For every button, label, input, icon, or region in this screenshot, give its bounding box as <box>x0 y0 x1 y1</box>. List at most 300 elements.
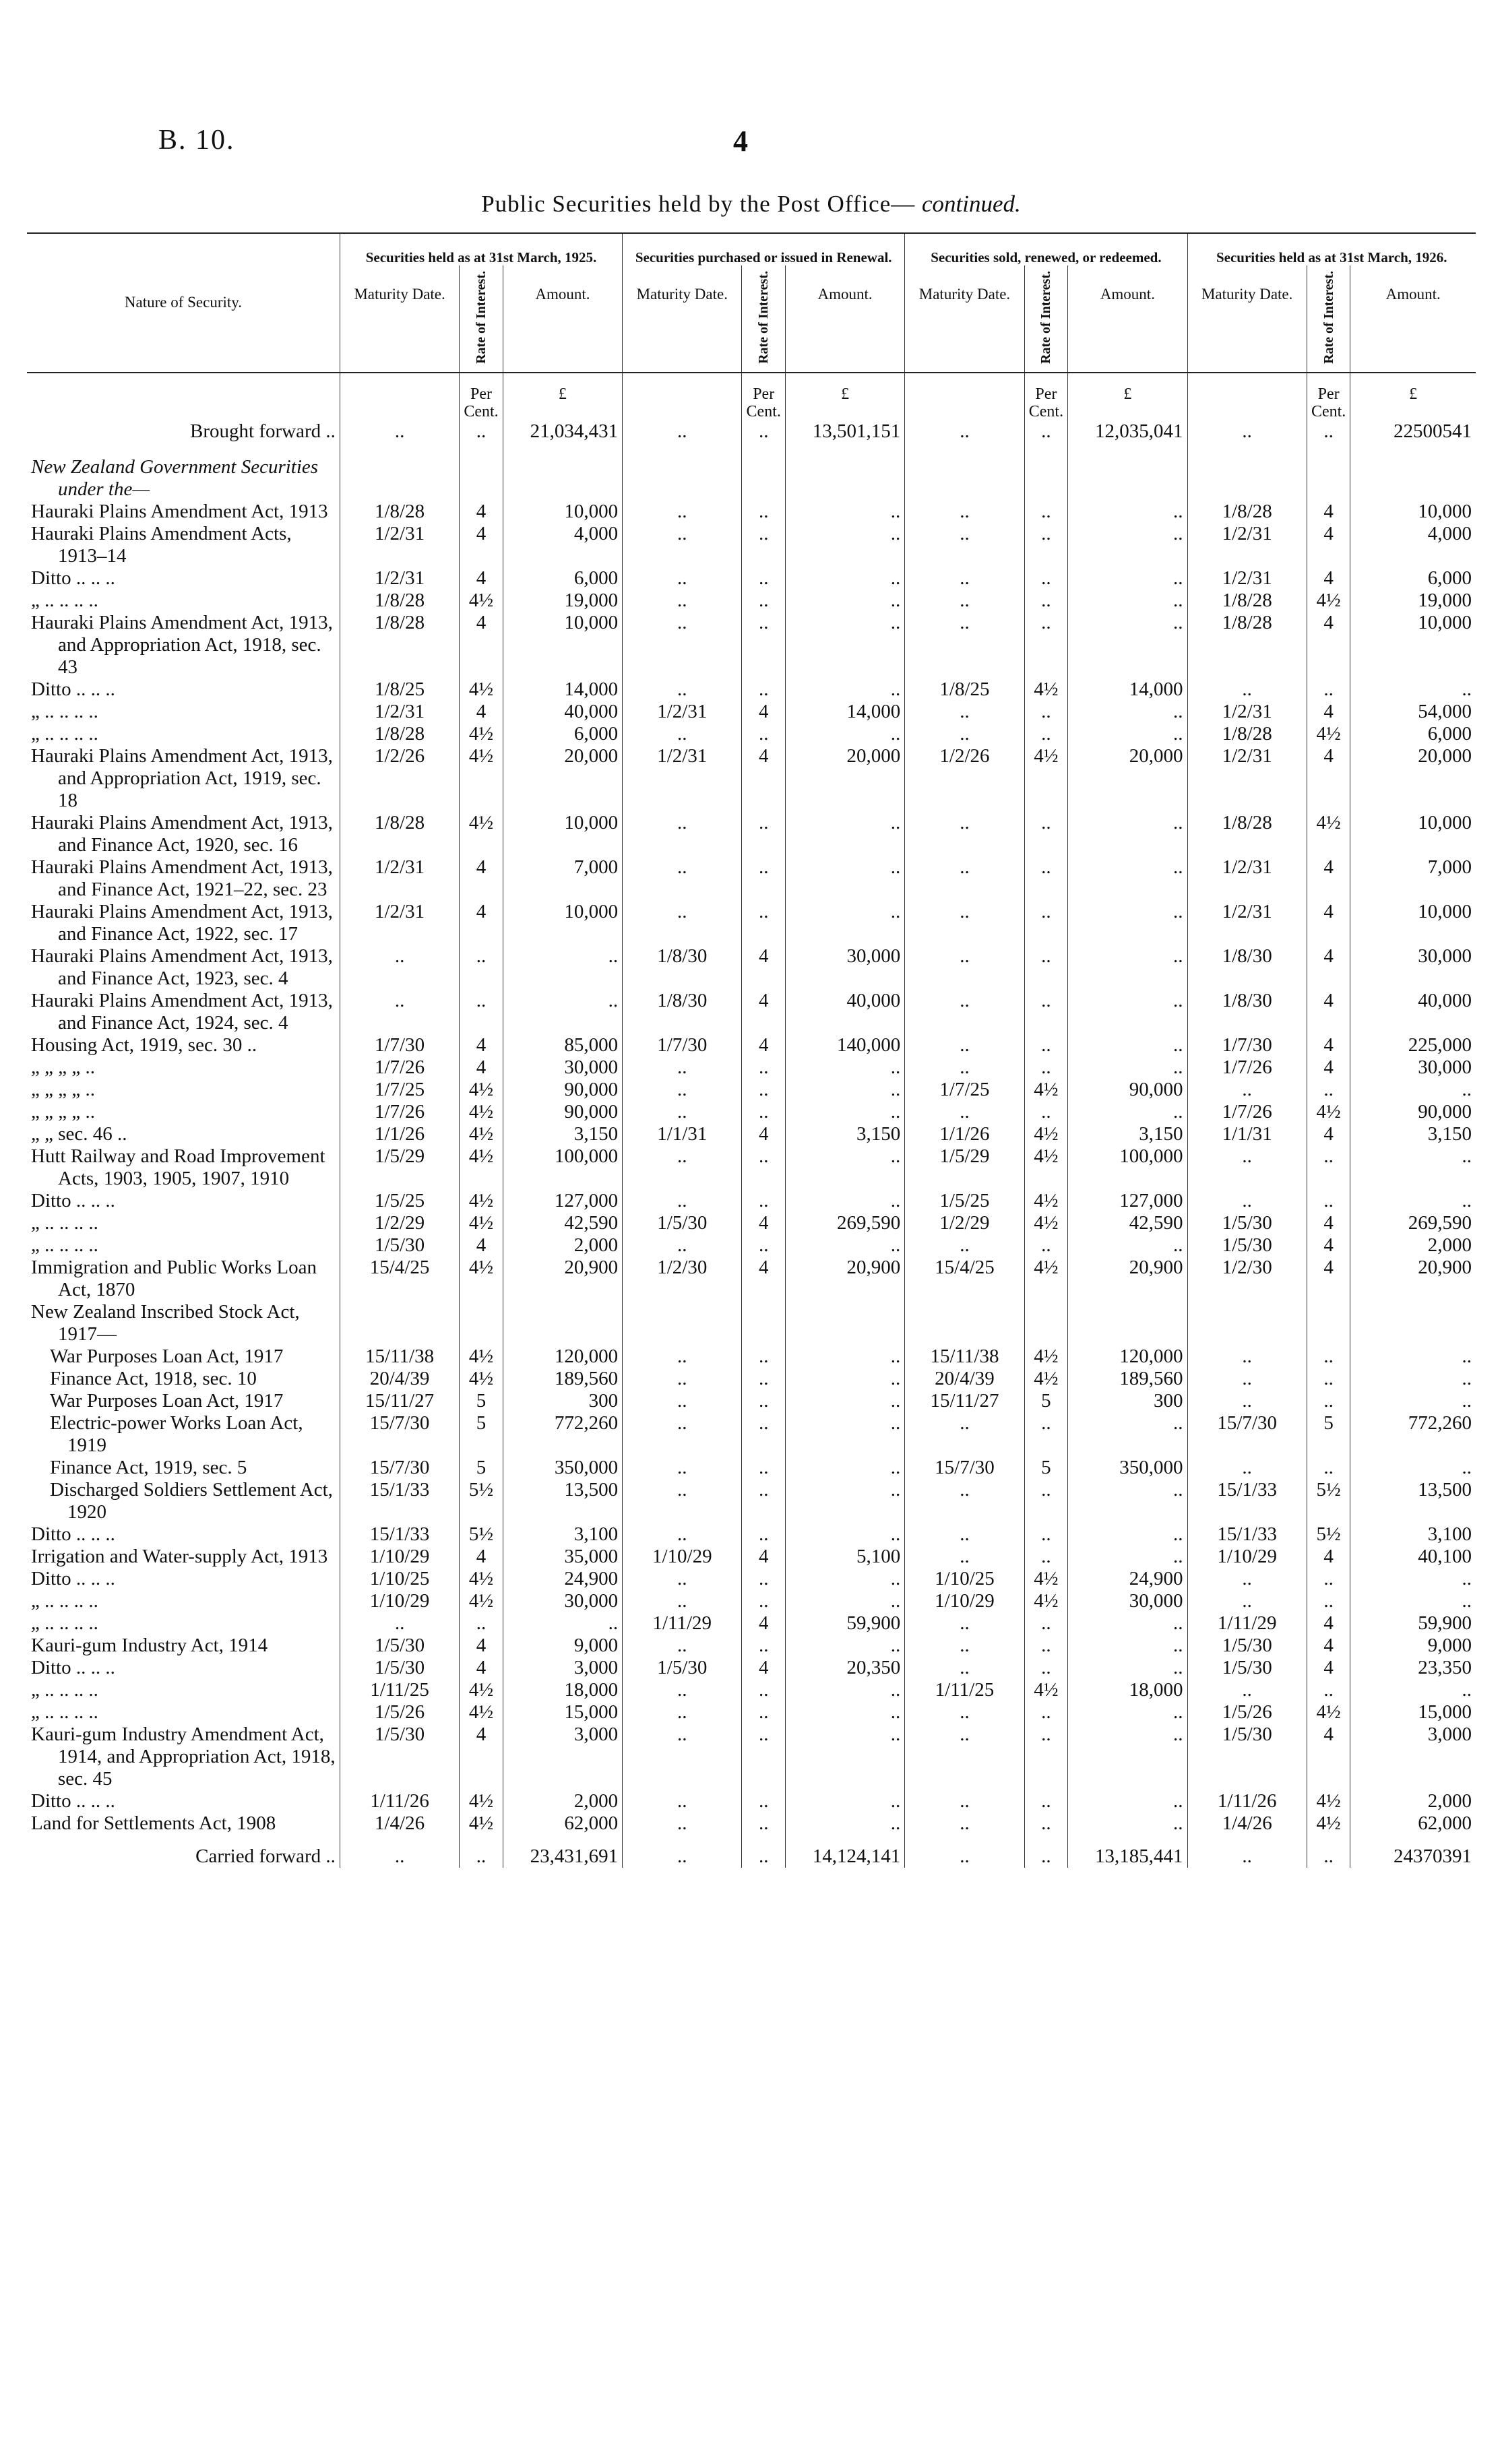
security-name: Hauraki Plains Amendment Act, 1913, and Appropriation Act, 1918, sec. 43 <box>27 612 340 678</box>
cell: .. <box>623 1145 742 1190</box>
cell: 1/5/25 <box>905 1190 1024 1212</box>
cell: 20/4/39 <box>905 1368 1024 1390</box>
rate-header: Rate of Interest. <box>742 265 785 373</box>
table-row <box>27 1034 1476 1056</box>
cell: 42,590 <box>1068 1212 1187 1234</box>
cell: .. <box>905 1479 1024 1523</box>
cell: 300 <box>1068 1390 1187 1412</box>
cell: 350,000 <box>503 1457 622 1479</box>
cell: 1/2/29 <box>340 1212 459 1234</box>
cell: 59,900 <box>785 1612 904 1635</box>
cell: .. <box>905 567 1024 590</box>
cell: 30,000 <box>1068 1590 1187 1612</box>
cell: 15/7/30 <box>905 1457 1024 1479</box>
cell: 120,000 <box>1068 1346 1187 1368</box>
cell <box>742 1301 785 1346</box>
cell: .. <box>1307 1679 1350 1701</box>
table-row <box>27 1212 1476 1234</box>
cell: 4½ <box>1024 1212 1067 1234</box>
cell: 5 <box>460 1412 503 1457</box>
cell: .. <box>503 1612 622 1635</box>
cell: 24,900 <box>1068 1568 1187 1590</box>
cell: 4 <box>742 745 785 812</box>
cell: 4½ <box>460 1346 503 1368</box>
cell: .. <box>1187 1457 1307 1479</box>
cell: .. <box>785 723 904 745</box>
table-row <box>27 723 1476 745</box>
cell: 20,000 <box>503 745 622 812</box>
cell: 1/5/30 <box>340 1657 459 1679</box>
cell: .. <box>1307 1568 1350 1590</box>
per-cent-label: Per Cent. <box>1024 373 1067 420</box>
cell: 1/8/28 <box>340 723 459 745</box>
cell: 5½ <box>460 1479 503 1523</box>
cell: .. <box>1068 1812 1187 1835</box>
cell: 1/8/25 <box>905 678 1024 701</box>
security-name: „ .. .. .. .. <box>27 1679 340 1701</box>
cell: .. <box>1024 1612 1067 1635</box>
cell: 4 <box>742 1034 785 1056</box>
table-row <box>27 1701 1476 1724</box>
cell: 4 <box>460 701 503 723</box>
cell: .. <box>905 1701 1024 1724</box>
maturity-header: Maturity Date. <box>340 265 459 373</box>
cell: 1/2/29 <box>905 1212 1024 1234</box>
cell: .. <box>742 1145 785 1190</box>
cell: .. <box>785 1523 904 1546</box>
cell: .. <box>460 420 503 456</box>
table-row <box>27 812 1476 856</box>
cell: .. <box>460 945 503 990</box>
cell: .. <box>1068 590 1187 612</box>
cell: 10,000 <box>503 812 622 856</box>
cell: .. <box>623 1835 742 1868</box>
cell: 1/7/25 <box>905 1079 1024 1101</box>
security-name: Finance Act, 1919, sec. 5 <box>27 1457 340 1479</box>
table-row <box>27 701 1476 723</box>
cell: 14,124,141 <box>785 1835 904 1868</box>
cell: 15,000 <box>503 1701 622 1724</box>
cell: .. <box>1024 612 1067 678</box>
cell: 20,900 <box>785 1257 904 1301</box>
cell: .. <box>785 1079 904 1101</box>
security-name: War Purposes Loan Act, 1917 <box>27 1346 340 1368</box>
cell: .. <box>623 1346 742 1368</box>
cell: 4 <box>1307 1056 1350 1079</box>
cell: 4½ <box>460 1079 503 1101</box>
cell: 5,100 <box>785 1546 904 1568</box>
table-row <box>27 1568 1476 1590</box>
cell: 1/2/31 <box>623 745 742 812</box>
table-row <box>27 1368 1476 1390</box>
table-row <box>27 1079 1476 1101</box>
cell: .. <box>785 590 904 612</box>
cell: 4½ <box>460 1257 503 1301</box>
cell: 6,000 <box>503 567 622 590</box>
table-row <box>27 1657 1476 1679</box>
cell: 1/5/30 <box>1187 1657 1307 1679</box>
security-name: Hauraki Plains Amendment Act, 1913 <box>27 501 340 523</box>
cell: .. <box>1068 812 1187 856</box>
cell: 350,000 <box>1068 1457 1187 1479</box>
table-row <box>27 501 1476 523</box>
cell: 15/1/33 <box>1187 1479 1307 1523</box>
cell: 4 <box>742 1657 785 1679</box>
subheading-row <box>27 456 1476 501</box>
cell: 1/1/26 <box>340 1123 459 1145</box>
cell: 15/4/25 <box>340 1257 459 1301</box>
per-cent-label: Per Cent. <box>460 373 503 420</box>
cell: .. <box>1187 1679 1307 1701</box>
table-row <box>27 1457 1476 1479</box>
security-name: Hauraki Plains Amendment Acts, 1913–14 <box>27 523 340 567</box>
cell: 4½ <box>460 812 503 856</box>
table-row <box>27 1101 1476 1123</box>
cell: .. <box>905 1812 1024 1835</box>
cell: 1/5/29 <box>905 1145 1024 1190</box>
cell <box>340 1301 459 1346</box>
cell: 4 <box>460 1034 503 1056</box>
cell: 4 <box>460 567 503 590</box>
cell: 1/11/29 <box>1187 1612 1307 1635</box>
table-row <box>27 1546 1476 1568</box>
subheading: New Zealand Government Securities under the— <box>27 456 340 501</box>
cell: .. <box>1187 1368 1307 1390</box>
cell: .. <box>742 1190 785 1212</box>
cell <box>1307 1301 1350 1346</box>
table-row <box>27 1635 1476 1657</box>
table-row <box>27 612 1476 678</box>
cell: 140,000 <box>785 1034 904 1056</box>
cell: .. <box>785 612 904 678</box>
cell: .. <box>905 1657 1024 1679</box>
cell <box>460 1301 503 1346</box>
cell: .. <box>1068 1523 1187 1546</box>
cell: .. <box>1068 1234 1187 1257</box>
cell: 19,000 <box>1418 589 1472 611</box>
cell: .. <box>785 1635 904 1657</box>
cell: 269,590 <box>785 1212 904 1234</box>
cell: .. <box>905 901 1024 945</box>
cell: 1/8/25 <box>340 678 459 701</box>
cell: .. <box>1068 1546 1187 1568</box>
cell: .. <box>742 612 785 678</box>
cell: .. <box>785 1346 904 1368</box>
cell: 15/11/27 <box>340 1390 459 1412</box>
table-row <box>27 590 1476 612</box>
cell: .. <box>742 723 785 745</box>
cell: 23,431,691 <box>503 1835 622 1868</box>
cell: 1/2/30 <box>1187 1257 1307 1301</box>
cell: 15/11/27 <box>905 1390 1024 1412</box>
cell: 4½ <box>1024 1079 1067 1101</box>
cell: 4½ <box>1024 1368 1067 1390</box>
cell: .. <box>1462 1345 1472 1367</box>
cell: 5½ <box>1307 1523 1350 1546</box>
cell: 35,000 <box>503 1546 622 1568</box>
cell: .. <box>1068 1479 1187 1523</box>
cell: .. <box>1068 856 1187 901</box>
cell: 4½ <box>460 723 503 745</box>
cell: 4 <box>742 990 785 1034</box>
cell: .. <box>905 1724 1024 1790</box>
page-title: Public Securities held by the Post Office— continued. <box>481 191 1021 217</box>
cell: 15/11/38 <box>905 1346 1024 1368</box>
cell: 1/4/26 <box>340 1812 459 1835</box>
cell: .. <box>1068 1034 1187 1056</box>
cell: 127,000 <box>1068 1190 1187 1212</box>
cell: 772,260 <box>1408 1412 1472 1434</box>
carried-forward-label: Carried forward .. <box>27 1835 340 1868</box>
security-name: Ditto .. .. .. <box>27 1657 340 1679</box>
cell: .. <box>1307 1079 1350 1101</box>
cell: 20/4/39 <box>340 1368 459 1390</box>
cell: 269,590 <box>1408 1211 1472 1234</box>
cell: 4½ <box>460 1368 503 1390</box>
cell: .. <box>785 1724 904 1790</box>
cell: 189,560 <box>1068 1368 1187 1390</box>
security-name: „ .. .. .. .. <box>27 590 340 612</box>
security-name: „ „ „ „ .. <box>27 1056 340 1079</box>
cell: .. <box>1024 523 1067 567</box>
cell: .. <box>1024 1812 1067 1835</box>
security-name: Ditto .. .. .. <box>27 1190 340 1212</box>
cell: .. <box>742 1479 785 1523</box>
cell: .. <box>1187 678 1307 701</box>
cell: .. <box>785 1145 904 1190</box>
cell: 4½ <box>1024 1190 1067 1212</box>
cell: .. <box>1024 1657 1067 1679</box>
cell: 23,350 <box>1418 1656 1472 1678</box>
cell: 1/11/26 <box>340 1790 459 1812</box>
cell: 772,260 <box>503 1412 622 1457</box>
cell: .. <box>905 1234 1024 1257</box>
table-row <box>27 1234 1476 1257</box>
rate-header: Rate of Interest. <box>460 265 503 373</box>
cell: .. <box>1187 1190 1307 1212</box>
cell: .. <box>340 945 459 990</box>
cell: 1/7/26 <box>1187 1056 1307 1079</box>
cell: 4½ <box>1307 723 1350 745</box>
cell: 15/1/33 <box>1187 1523 1307 1546</box>
cell: 1/5/30 <box>340 1234 459 1257</box>
cell: 4½ <box>460 745 503 812</box>
cell: 4½ <box>460 1790 503 1812</box>
cell: 40,100 <box>1418 1545 1472 1567</box>
cell: 20,900 <box>1418 1256 1472 1278</box>
brought-forward-row <box>27 420 1476 456</box>
cell: .. <box>1024 1701 1067 1724</box>
cell: 1/11/25 <box>905 1679 1024 1701</box>
cell: 4 <box>742 1257 785 1301</box>
cell: 1/7/25 <box>340 1079 459 1101</box>
cell: 4½ <box>1024 1257 1067 1301</box>
cell: .. <box>742 678 785 701</box>
amount-header: Amount. <box>1350 265 1476 373</box>
pound-label: £ <box>1068 373 1187 420</box>
cell: 5½ <box>460 1523 503 1546</box>
security-name: Hutt Railway and Road Improvement Acts, 1903, 1905, 1907, 1910 <box>27 1145 340 1190</box>
cell: .. <box>1068 1701 1187 1724</box>
table-row <box>27 1612 1476 1635</box>
cell: .. <box>905 990 1024 1034</box>
cell: 12,035,041 <box>1068 420 1187 456</box>
cell: .. <box>905 1412 1024 1457</box>
cell: 30,000 <box>503 1056 622 1079</box>
cell: 2,000 <box>1427 1790 1472 1812</box>
cell: .. <box>623 901 742 945</box>
cell: .. <box>742 1457 785 1479</box>
cell: 1/8/28 <box>340 612 459 678</box>
cell: .. <box>1307 1590 1350 1612</box>
cell: 1/5/26 <box>340 1701 459 1724</box>
cell: .. <box>1462 678 1472 700</box>
cell: .. <box>785 1101 904 1123</box>
cell: .. <box>1024 1479 1067 1523</box>
cell: 4½ <box>460 1212 503 1234</box>
cell: 18,000 <box>503 1679 622 1701</box>
cell: .. <box>1068 1635 1187 1657</box>
cell: .. <box>1307 1145 1350 1190</box>
cell: 1/5/30 <box>340 1635 459 1657</box>
cell: 1/1/26 <box>905 1123 1024 1145</box>
cell: 4½ <box>1307 1701 1350 1724</box>
cell: .. <box>742 812 785 856</box>
cell: .. <box>503 990 622 1034</box>
cell: .. <box>1462 1589 1472 1612</box>
table-row <box>27 1724 1476 1790</box>
cell: .. <box>1024 1724 1067 1790</box>
cell <box>905 1301 1024 1346</box>
cell: .. <box>623 1701 742 1724</box>
cell: 62,000 <box>1418 1812 1472 1834</box>
cell: 59,900 <box>1418 1612 1472 1634</box>
cell: .. <box>1068 1790 1187 1812</box>
cell: .. <box>623 1056 742 1079</box>
cell: .. <box>623 590 742 612</box>
cell <box>1350 1301 1476 1346</box>
table-row <box>27 1590 1476 1612</box>
cell: .. <box>1462 1367 1472 1389</box>
cell: .. <box>1068 501 1187 523</box>
cell: .. <box>1068 1724 1187 1790</box>
cell: .. <box>785 812 904 856</box>
cell: .. <box>905 812 1024 856</box>
cell: .. <box>742 1346 785 1368</box>
cell: 1/2/31 <box>1187 745 1307 812</box>
cell: 4½ <box>460 1145 503 1190</box>
cell: 1/10/25 <box>905 1568 1024 1590</box>
cell: 85,000 <box>503 1034 622 1056</box>
cell: .. <box>785 1190 904 1212</box>
cell: 1/7/30 <box>340 1034 459 1056</box>
cell: .. <box>742 501 785 523</box>
cell: .. <box>1068 523 1187 567</box>
cell: .. <box>785 1568 904 1590</box>
table-row <box>27 523 1476 567</box>
cell: .. <box>623 1635 742 1657</box>
cell: 1/7/26 <box>340 1056 459 1079</box>
cell: .. <box>905 1635 1024 1657</box>
table-row <box>27 1523 1476 1546</box>
cell: 4 <box>1307 523 1350 567</box>
cell: .. <box>623 1568 742 1590</box>
cell: 54,000 <box>1418 700 1472 722</box>
cell: 4½ <box>1024 1590 1067 1612</box>
cell: 90,000 <box>503 1101 622 1123</box>
cell: 4½ <box>1024 1568 1067 1590</box>
cell: 100,000 <box>503 1145 622 1190</box>
cell: .. <box>1024 1234 1067 1257</box>
cell: .. <box>742 1835 785 1868</box>
cell: .. <box>1187 1568 1307 1590</box>
cell: .. <box>1068 567 1187 590</box>
carried-forward-row <box>27 1835 1476 1868</box>
cell: 4 <box>742 945 785 990</box>
cell: 20,900 <box>1068 1257 1187 1301</box>
cell: 1/7/30 <box>1187 1034 1307 1056</box>
cell: .. <box>340 990 459 1034</box>
cell: .. <box>1462 1456 1472 1478</box>
cell: .. <box>742 1790 785 1812</box>
security-name: Discharged Soldiers Settlement Act, 1920 <box>27 1479 340 1523</box>
cell: 1/2/31 <box>340 856 459 901</box>
cell: 1/7/30 <box>623 1034 742 1056</box>
cell: 1/8/28 <box>340 812 459 856</box>
cell: .. <box>460 1612 503 1635</box>
cell: 4 <box>1307 1123 1350 1145</box>
cell: .. <box>623 1368 742 1390</box>
pound-label: £ <box>1409 385 1418 403</box>
cell: .. <box>742 901 785 945</box>
cell: .. <box>623 1523 742 1546</box>
security-name: War Purposes Loan Act, 1917 <box>27 1390 340 1412</box>
cell: 4 <box>460 1546 503 1568</box>
cell: 15/1/33 <box>340 1479 459 1523</box>
cell: 225,000 <box>1408 1034 1472 1056</box>
security-name: „ .. .. .. .. <box>27 723 340 745</box>
cell: .. <box>785 856 904 901</box>
cell: 4½ <box>460 1123 503 1145</box>
cell: 4 <box>1307 1034 1350 1056</box>
cell: 1/8/28 <box>1187 501 1307 523</box>
cell: .. <box>1187 1145 1307 1190</box>
cell: .. <box>623 1790 742 1812</box>
cell: 4½ <box>460 1568 503 1590</box>
cell: .. <box>1024 1835 1067 1868</box>
cell: 4 <box>742 1546 785 1568</box>
cell: 30,000 <box>785 945 904 990</box>
cell: 4 <box>1307 1657 1350 1679</box>
cell: .. <box>785 501 904 523</box>
security-name: Ditto .. .. .. <box>27 1523 340 1546</box>
page-number: 4 <box>733 125 748 158</box>
cell: .. <box>905 612 1024 678</box>
security-name: Hauraki Plains Amendment Act, 1913, and Finance Act, 1924, sec. 4 <box>27 990 340 1034</box>
cell: 4½ <box>1024 1679 1067 1701</box>
cell: 1/10/25 <box>340 1568 459 1590</box>
security-name: „ .. .. .. .. <box>27 1612 340 1635</box>
cell: .. <box>623 1079 742 1101</box>
table-row <box>27 567 1476 590</box>
cell: .. <box>905 501 1024 523</box>
cell: 4½ <box>1024 1346 1067 1368</box>
group-header-row <box>27 233 1476 265</box>
cell: .. <box>1068 1412 1187 1457</box>
cell: .. <box>460 1835 503 1868</box>
cell: 40,000 <box>503 701 622 723</box>
cell: .. <box>905 945 1024 990</box>
